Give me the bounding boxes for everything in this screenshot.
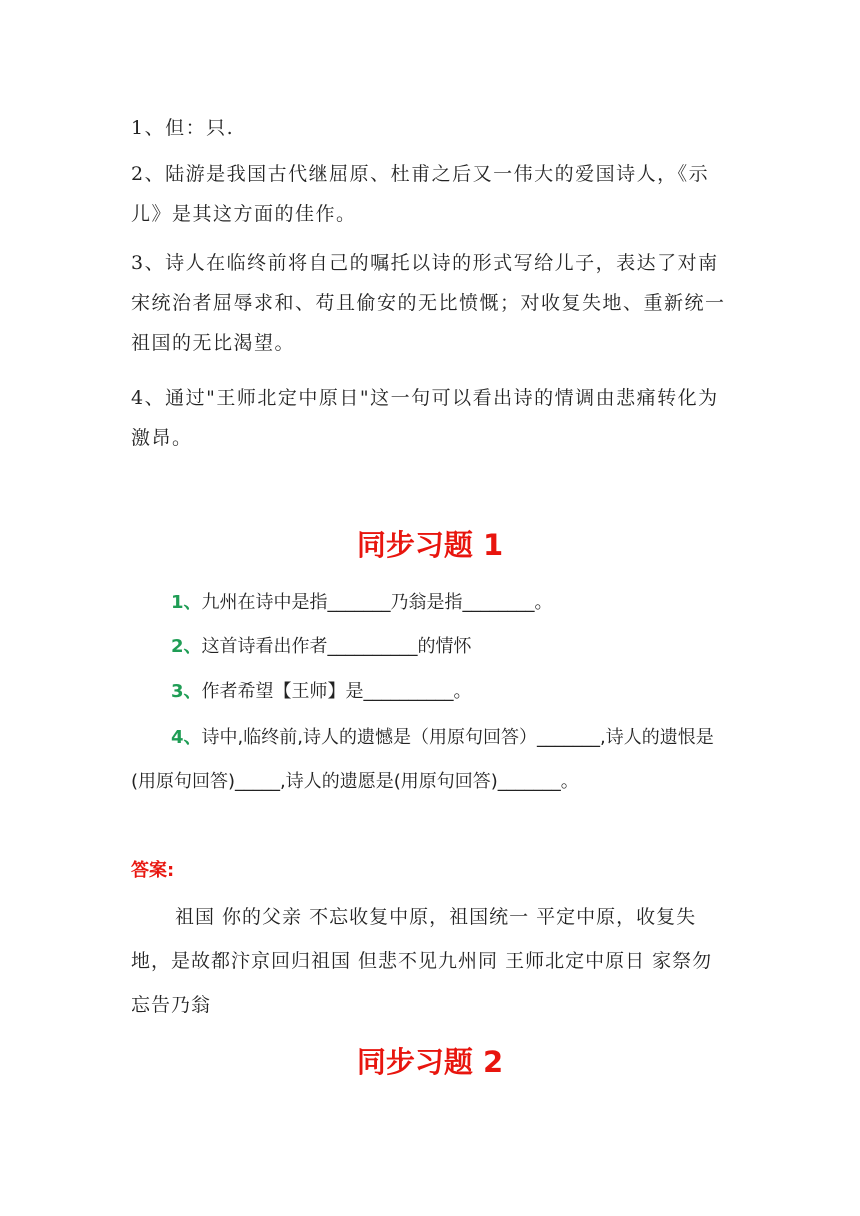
question-3-text: 作者希望【王师】是__________。 [201,681,472,702]
question-4-number: 4、 [171,727,202,748]
answer-text: 祖国 你的父亲 不忘收复中原，祖国统一 平定中原，收复失地，是故都汴京回归祖国 但悲不见九州同 王师北定中原日 家祭勿忘告乃翁 [131,906,713,1016]
question-2-text: 这首诗看出作者__________的情怀 [201,636,472,657]
note-item-2: 2、陆游是我国古代继屈原、杜甫之后又一伟大的爱国诗人，《示儿》是其这方面的佳作。 [131,163,710,225]
note-item-3: 3、诗人在临终前将自己的嘱托以诗的形式写给儿子，表达了对南宋统治者屈辱求和、苟且偷安的无比愤慨；对收复失地、重新统一祖国的无比渴望。 [131,252,726,354]
question-3 [131,670,731,714]
question-1-number: 1、 [171,592,202,613]
note-item-4: 4、通过"王师北定中原日"这一句可以看出诗的情调由悲痛转化为激昂。 [131,387,719,449]
question-1-text: 九州在诗中是指_______乃翁是指________。 [201,592,553,613]
question-1 [131,581,731,625]
question-2 [131,625,731,669]
answer-label: 答案: [131,860,175,881]
question-4-text: 诗中,临终前,诗人的遗憾是（用原句回答）_______,诗人的遗恨是(用原句回答)_____,诗人的遗愿是(用原句回答)_______。 [131,727,714,792]
section-2-title: 同步习题 2 [356,1045,504,1079]
section-1-title: 同步习题 1 [356,528,504,562]
note-item-1: 1、但：只. [131,117,235,139]
question-3-number: 3、 [171,681,202,702]
question-2-number: 2、 [171,636,202,657]
question-4 [131,716,731,804]
